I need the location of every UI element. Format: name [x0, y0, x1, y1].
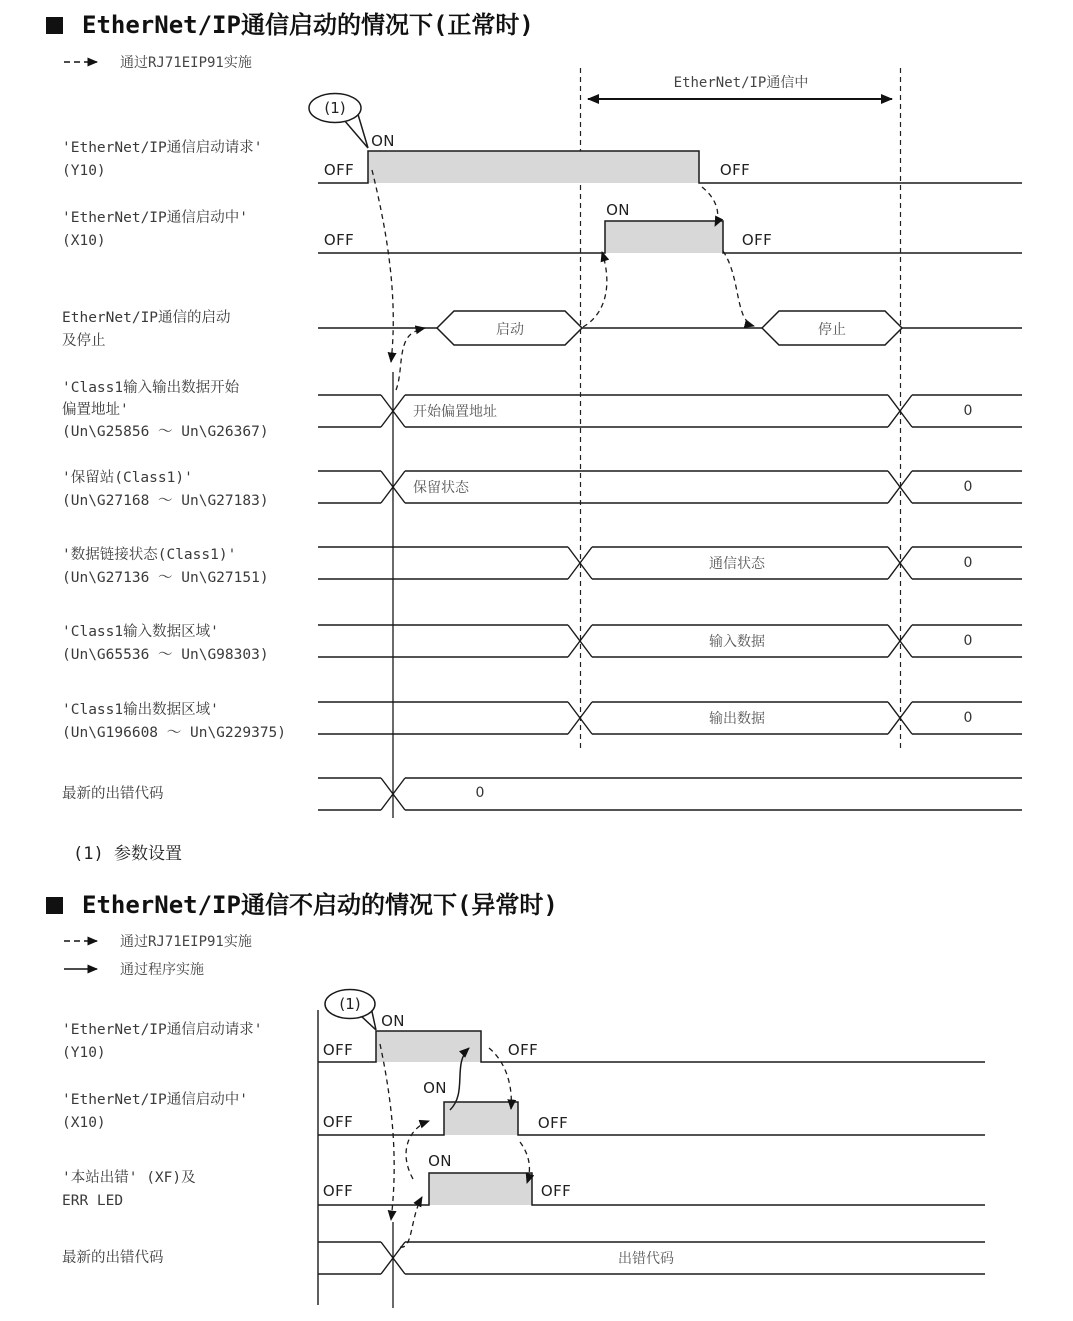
d1-state-start: 启动	[496, 322, 524, 338]
signal-addr: (X10)	[62, 233, 106, 249]
d1-bus-outputdata-label: 输出数据	[709, 711, 765, 727]
d1-bus-inputdata-label: 输入数据	[709, 634, 765, 650]
signal-addr: (Un\G27168 ～ Un\G27183)	[62, 493, 269, 509]
d2-title	[46, 893, 558, 917]
d2-legend-dashed-label: 通过RJ71EIP91实施	[120, 934, 252, 950]
d1-signal-label-inputarea	[62, 621, 269, 667]
d1-title-text: EtherNet/IP通信启动的情况下(正常时)	[82, 11, 534, 39]
signal-addr: (Y10)	[62, 1045, 106, 1061]
signal-name: 'EtherNet/IP通信启动中'	[62, 1092, 248, 1108]
d2-legend-solid-label: 通过程序实施	[120, 962, 204, 978]
d1-note: (1) 参数设置	[73, 844, 182, 864]
signal-name: 'Class1输出数据区域'	[62, 702, 219, 718]
d1-x10-off-right: OFF	[741, 231, 773, 249]
d2-signal-label-x10	[62, 1089, 248, 1135]
d2-y10-on: ON	[381, 1012, 405, 1030]
d1-bus-reserved-label: 保留状态	[413, 480, 469, 496]
signal-addr: (Un\G25856 ～ Un\G26367)	[62, 424, 269, 440]
d2-y10-off-right: OFF	[507, 1041, 539, 1059]
d2-y10-off-left: OFF	[322, 1041, 354, 1059]
d2-xf-waveform	[318, 1173, 985, 1205]
d2-x10-off-left: OFF	[322, 1113, 354, 1131]
d1-y10-waveform	[318, 151, 1022, 183]
signal-addr: (X10)	[62, 1115, 106, 1131]
d1-signal-label-x10	[62, 207, 248, 253]
signal-name: 'Class1输入数据区域'	[62, 624, 219, 640]
d2-signal-label-y10	[62, 1019, 263, 1065]
signal-name: '本站出错' (XF)及	[62, 1170, 196, 1186]
d1-x10-waveform	[318, 221, 1022, 253]
d1-state-stop: 停止	[818, 322, 846, 338]
d2-callout-label: (1)	[339, 995, 361, 1013]
d2-xf-on: ON	[428, 1152, 452, 1170]
d1-x10-off-left: OFF	[323, 231, 355, 249]
d2-x10-waveform	[318, 1102, 985, 1135]
signal-addr: (Un\G65536 ～ Un\G98303)	[62, 647, 269, 663]
d1-y10-off-right: OFF	[719, 161, 751, 179]
d1-signal-label-outputarea	[62, 699, 286, 745]
signal-name2: ERR LED	[62, 1193, 124, 1209]
d2-xf-off-left: OFF	[322, 1182, 354, 1200]
signal-name: EtherNet/IP通信的启动	[62, 310, 231, 326]
d1-bus-offset-label: 开始偏置地址	[413, 404, 497, 420]
d1-signal-label-startstop	[62, 307, 231, 353]
d1-value-reserved-0: 0	[963, 479, 973, 495]
d2-signal-label-xf	[62, 1167, 196, 1213]
signal-name: 'Class1输入输出数据开始	[62, 380, 240, 396]
signal-addr: (Un\G27136 ～ Un\G27151)	[62, 570, 269, 586]
signal-name: '数据链接状态(Class1)'	[62, 547, 237, 563]
d1-value-errorcode-0: 0	[475, 785, 485, 801]
d1-signal-label-y10	[62, 137, 263, 183]
d1-value-inputdata-0: 0	[963, 633, 973, 649]
d1-value-outputdata-0: 0	[963, 710, 973, 726]
d2-dashed-arrows	[380, 1044, 529, 1247]
comm-range-label: EtherNet/IP通信中	[673, 75, 809, 91]
d2-signal-label-errorcode	[62, 1247, 164, 1270]
d2-xf-off-right: OFF	[540, 1182, 572, 1200]
signal-name: 'EtherNet/IP通信启动中'	[62, 210, 248, 226]
d1-callout-label: (1)	[324, 99, 346, 117]
signal-name2: 偏置地址'	[62, 402, 129, 418]
d1-legend-dashed-label: 通过RJ71EIP91实施	[120, 55, 252, 71]
d1-signal-label-datalink	[62, 544, 269, 590]
d1-value-offset-0: 0	[963, 403, 973, 419]
d2-x10-on: ON	[423, 1079, 447, 1097]
signal-name: 最新的出错代码	[62, 786, 164, 802]
signal-addr: (Un\G196608 ～ Un\G229375)	[62, 725, 287, 741]
signal-name2: 及停止	[62, 333, 106, 349]
d2-title-text: EtherNet/IP通信不启动的情况下(异常时)	[82, 891, 558, 919]
d2-y10-waveform	[318, 1031, 985, 1062]
d1-title	[46, 13, 534, 37]
d2-bus-errorcode-label: 出错代码	[618, 1251, 674, 1267]
d1-x10-on: ON	[606, 201, 630, 219]
d1-value-commstatus-0: 0	[963, 555, 973, 571]
signal-name: 'EtherNet/IP通信启动请求'	[62, 140, 263, 156]
d1-bus-rows	[318, 395, 1022, 810]
d1-signal-label-offset	[62, 377, 269, 443]
signal-name: 最新的出错代码	[62, 1250, 164, 1266]
signal-addr: (Y10)	[62, 163, 106, 179]
d2-x10-off-right: OFF	[537, 1114, 569, 1132]
title-square-icon	[46, 17, 63, 34]
d1-y10-on: ON	[371, 132, 395, 150]
signal-name: 'EtherNet/IP通信启动请求'	[62, 1022, 263, 1038]
d1-bus-commstatus-label: 通信状态	[709, 556, 765, 572]
d1-dashed-arrows	[372, 170, 754, 390]
d1-signal-label-reserved	[62, 467, 269, 513]
d1-signal-label-errorcode	[62, 783, 164, 806]
signal-name: '保留站(Class1)'	[62, 470, 193, 486]
d1-y10-off-left: OFF	[323, 161, 355, 179]
title-square-icon	[46, 897, 63, 914]
